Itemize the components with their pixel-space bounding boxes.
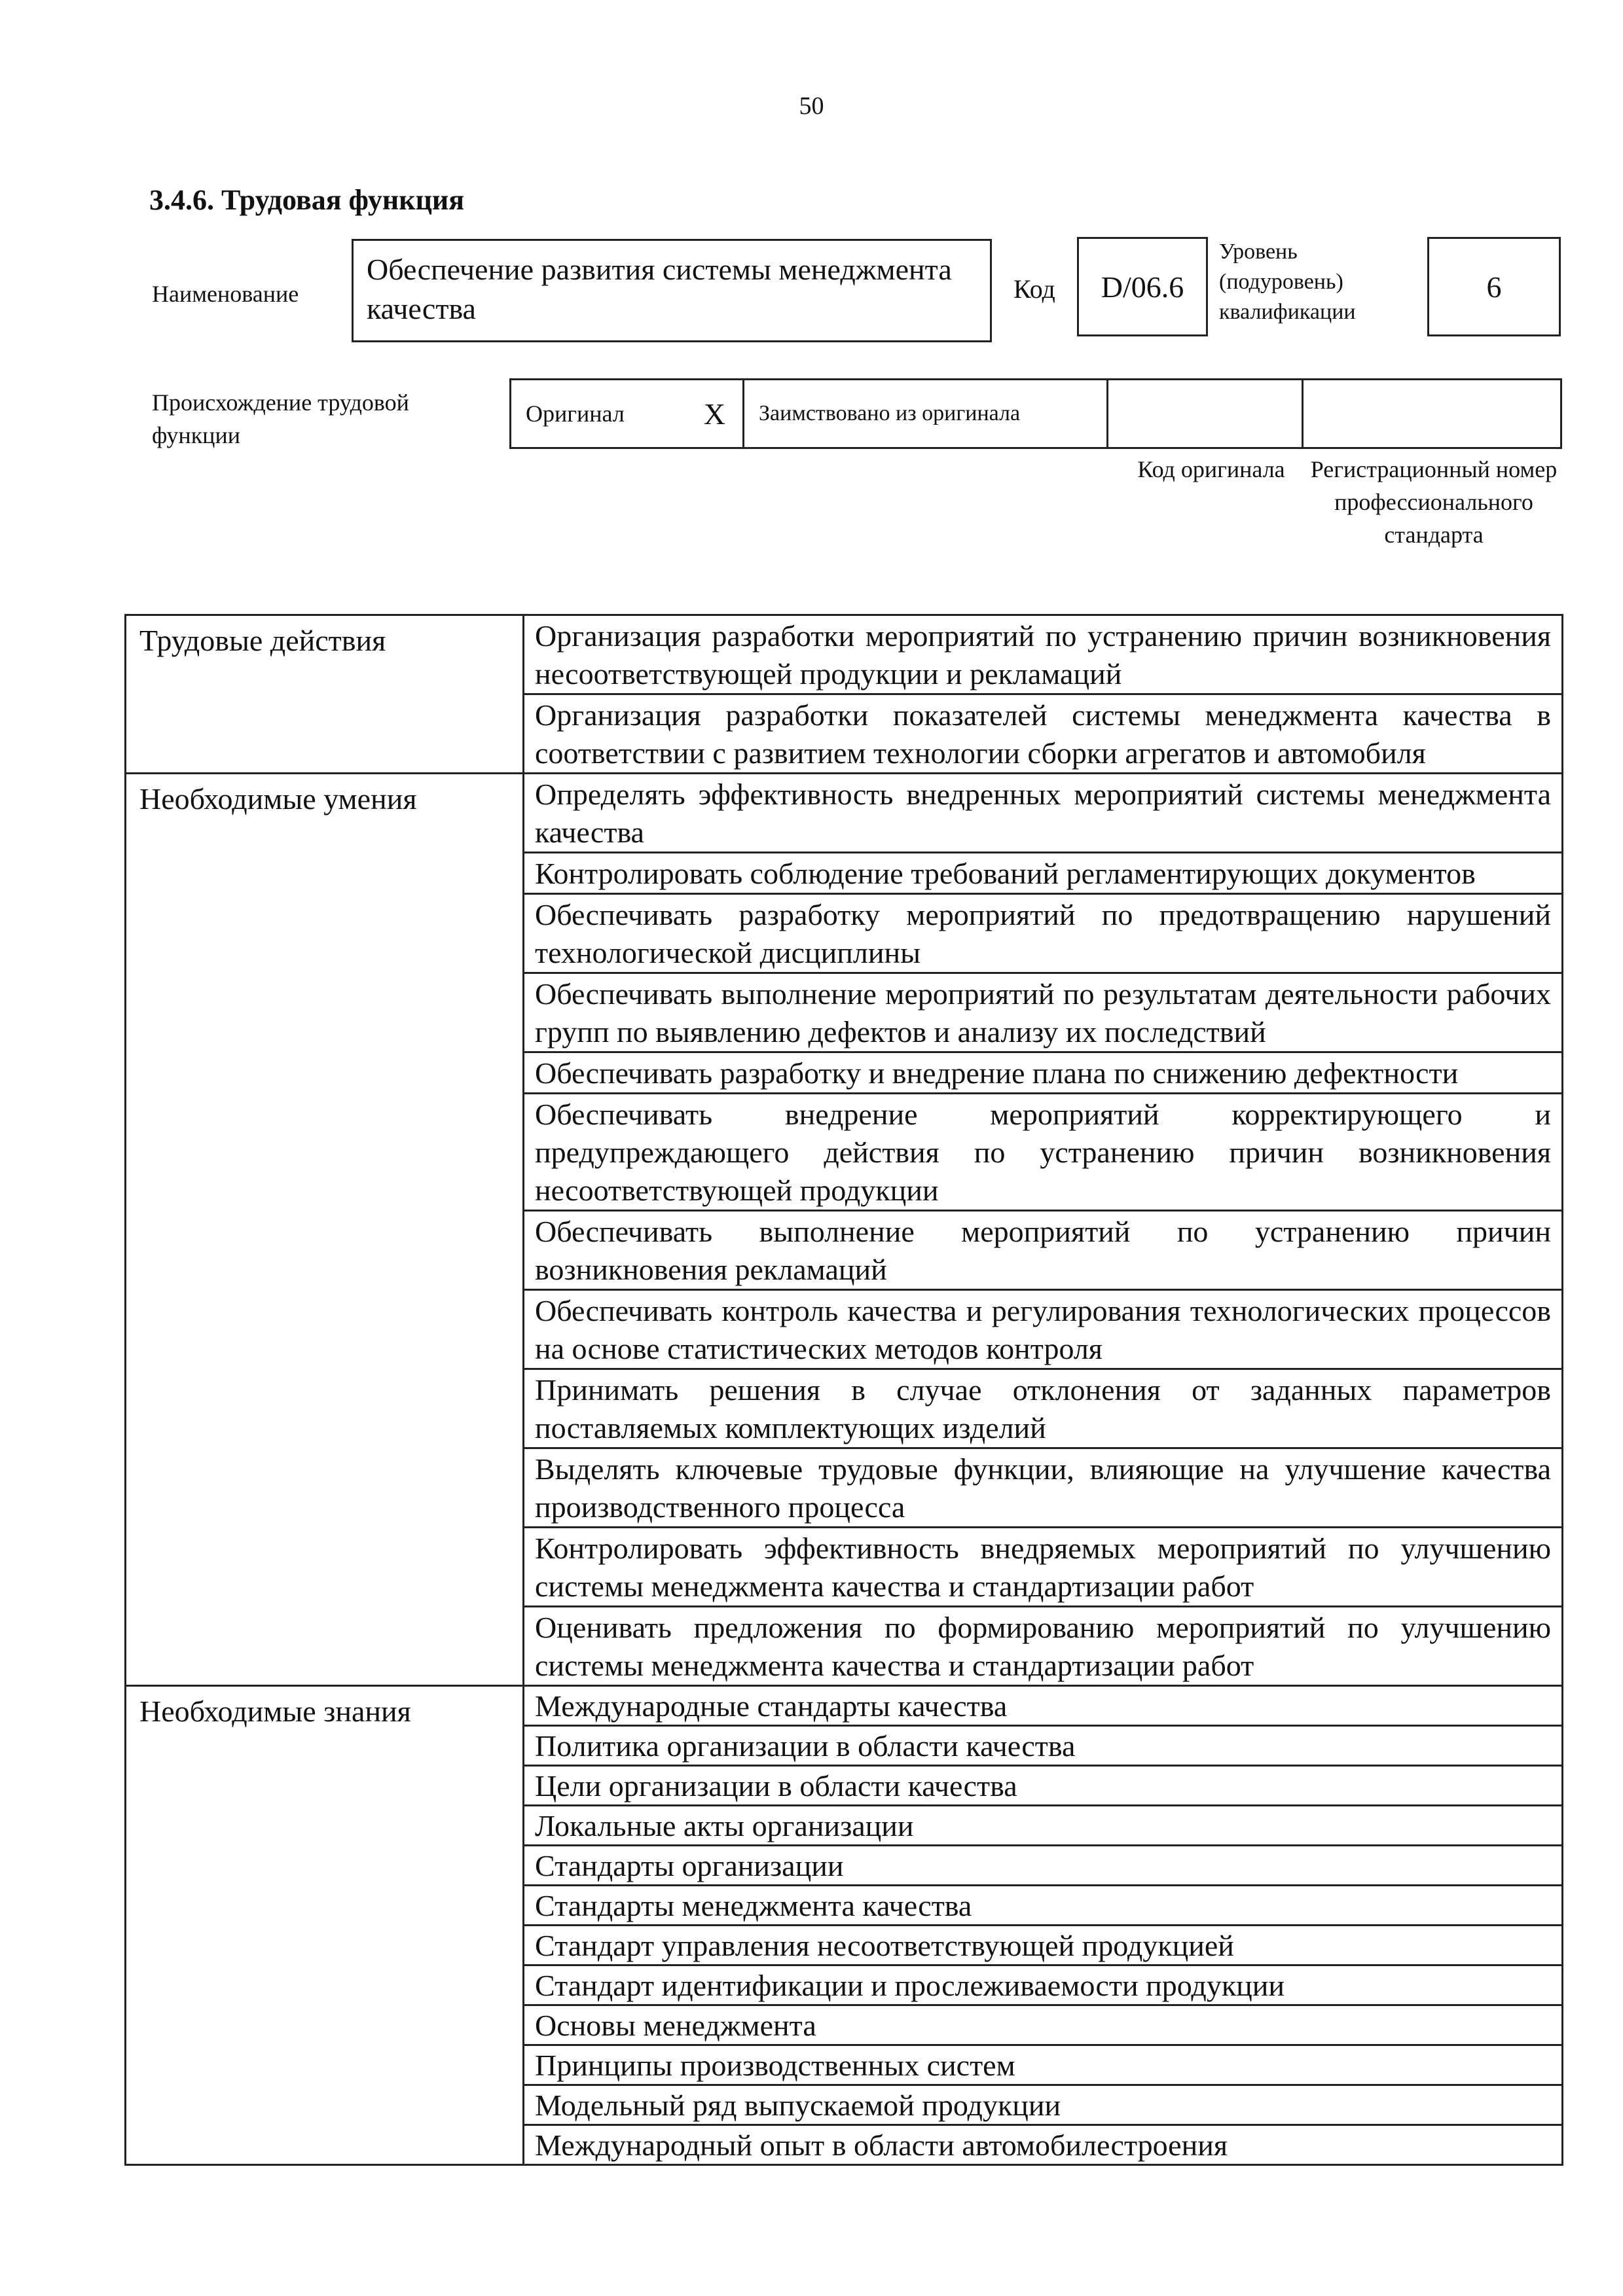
- list-item: Принципы производственных систем: [524, 2046, 1561, 2086]
- list-item: Международные стандарты качества: [524, 1687, 1561, 1727]
- origin-reg-number-cell: [1304, 380, 1560, 447]
- list-item: Политика организации в области качества: [524, 1727, 1561, 1767]
- borrowed-label: Заимствовано из оригинала: [759, 401, 1021, 425]
- list-item: Принимать решения в случае отклонения от заданных параметров поставляемых комплектующих изделий: [524, 1370, 1561, 1449]
- list-item: Выделять ключевые трудовые функции, влияющие на улучшение качества производственного процесса: [524, 1449, 1561, 1528]
- function-name-field: Обеспечение развития системы менеджмента качества: [352, 239, 992, 342]
- list-item: Определять эффективность внедренных мероприятий системы менеджмента качества: [524, 774, 1561, 853]
- list-item: Модельный ряд выпускаемой продукции: [524, 2086, 1561, 2126]
- list-item: Организация разработки показателей системы менеджмента качества в соответствии с развитием технологии сборки агрегатов и автомобиля: [535, 698, 1551, 770]
- function-details-table: [124, 614, 1563, 2166]
- original-checkmark: X: [703, 397, 725, 431]
- qualification-level-label: Уровень (подуровень) квалификации: [1219, 240, 1356, 324]
- code-label: Код: [1013, 274, 1055, 304]
- skills-items: [524, 774, 1563, 1686]
- origin-borrowed-cell: [744, 380, 1108, 447]
- list-item: Обеспечивать внедрение мероприятий корректирующего и предупреждающего действия по устранению причин возникновения несоответствующей продукции: [524, 1094, 1561, 1211]
- section-title: 3.4.6. Трудовая функция: [149, 184, 465, 216]
- list-item: Стандарт идентификации и прослеживаемости продукции: [524, 1966, 1561, 2006]
- qualification-level-field: 6: [1427, 237, 1561, 336]
- list-item: Стандарты менеджмента качества: [524, 1886, 1561, 1926]
- knowledge-label: Необходимые знания: [126, 1686, 524, 2165]
- skills-row: [126, 774, 1563, 1686]
- origin-code-cell: [1108, 380, 1304, 447]
- knowledge-row: [126, 1686, 1563, 2165]
- name-label: Наименование: [152, 281, 299, 307]
- list-item: Обеспечивать разработку мероприятий по предотвращению нарушений технологической дисциплины: [524, 895, 1561, 974]
- list-item: Международный опыт в области автомобилестроения: [535, 2128, 1228, 2162]
- origin-table: [509, 378, 1562, 449]
- list-item: Локальные акты организации: [524, 1806, 1561, 1846]
- code-field: D/06.6: [1077, 237, 1208, 336]
- origin-original-cell: [511, 380, 744, 447]
- list-item: Оценивать предложения по формированию мероприятий по улучшению системы менеджмента качества и стандартизации работ: [535, 1611, 1551, 1682]
- original-code-caption: Код оригинала: [1137, 456, 1285, 482]
- registration-number-caption: Регистрационный номер профессионального стандарта: [1310, 456, 1558, 548]
- list-item: Обеспечивать разработку и внедрение плана по снижению дефектности: [524, 1053, 1561, 1094]
- labor-actions-row: [126, 615, 1563, 774]
- list-item: Обеспечивать контроль качества и регулирования технологических процессов на основе статистических методов контроля: [524, 1291, 1561, 1370]
- list-item: Организация разработки мероприятий по устранению причин возникновения несоответствующей продукции и рекламаций: [524, 616, 1561, 695]
- list-item: Контролировать соблюдение требований регламентирующих документов: [524, 853, 1561, 895]
- labor-actions-items: [524, 615, 1563, 774]
- knowledge-items: [524, 1686, 1563, 2165]
- original-label: Оригинал: [526, 401, 625, 427]
- list-item: Обеспечивать выполнение мероприятий по устранению причин возникновения рекламаций: [524, 1211, 1561, 1291]
- page-number: 50: [799, 92, 824, 120]
- labor-actions-label: Трудовые действия: [126, 615, 524, 774]
- origin-label: Происхождение трудовой функции: [152, 389, 409, 448]
- skills-label: Необходимые умения: [126, 774, 524, 1686]
- list-item: Обеспечивать выполнение мероприятий по результатам деятельности рабочих групп по выявлению дефектов и анализу их последствий: [524, 974, 1561, 1053]
- list-item: Стандарты организации: [524, 1846, 1561, 1886]
- list-item: Стандарт управления несоответствующей продукцией: [524, 1926, 1561, 1966]
- list-item: Контролировать эффективность внедряемых мероприятий по улучшению системы менеджмента качества и стандартизации работ: [524, 1528, 1561, 1607]
- list-item: Цели организации в области качества: [524, 1767, 1561, 1806]
- list-item: Основы менеджмента: [524, 2006, 1561, 2046]
